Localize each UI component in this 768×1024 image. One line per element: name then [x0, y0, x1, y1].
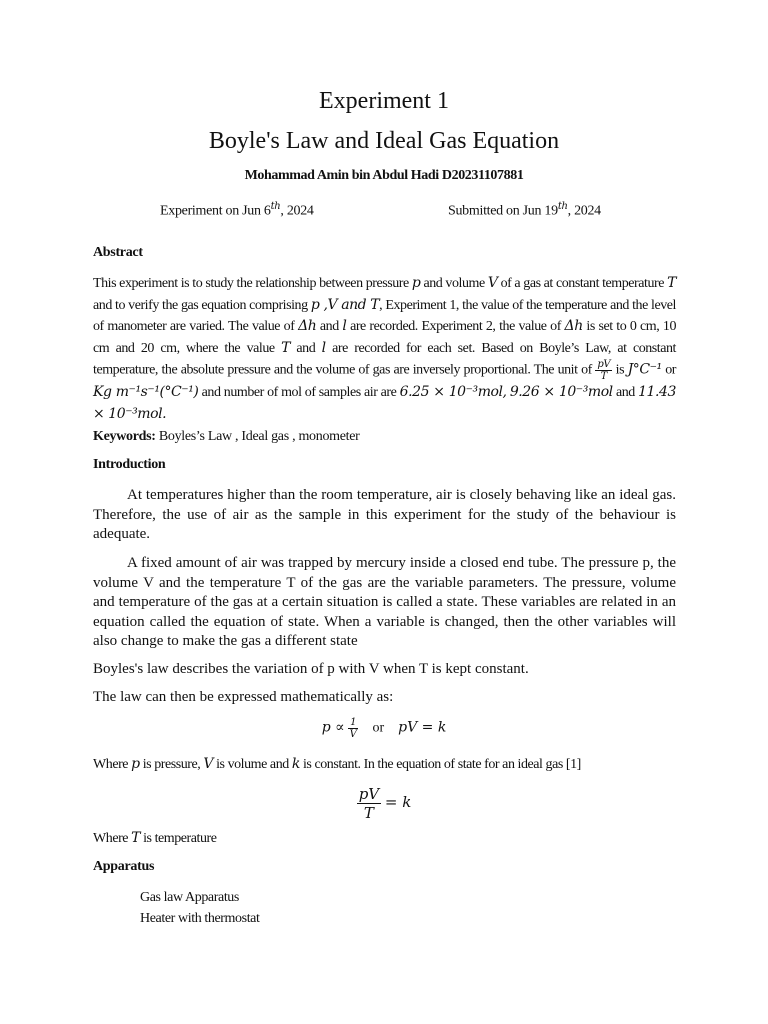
intro-paragraph-3: Boyles's law describes the variation of p with V when T is kept constant.	[93, 661, 529, 677]
experiment-number-title: Experiment 1	[319, 88, 449, 114]
experiment-title: Boyle's Law and Ideal Gas Equation	[208, 128, 560, 154]
abstract-paragraph: This experiment is to study the relationship between pressure p and volume V of a gas at constant temperature T and to verify the gas equation comprising p ,V and T, Experiment 1, the value of the temperature and the level of manometer are varied. The value of Δh and l are recorded. Experiment 2, the value of Δh is set to 0 cm, 10 cm and 20 cm, where the value T and l are recorded for each set. Based on Boyle’s Law, at constant temperature, the absolute pressure and the volume of gas are inversely proportional. The unit of $\frac{pV}{T}$ is J°C⁻¹ or Kg m⁻¹s⁻¹(°C⁻¹) and number of mol of samples air are 6.25 × 10⁻³mol, 9.26 × 10⁻³mol and 11.43 × 10⁻³mol.	[93, 275, 677, 422]
fraction-pv-over-t: $\frac{pV}{T}$	[597, 359, 611, 382]
abstract-heading: Abstract	[93, 245, 143, 260]
list-item: Gas law Apparatus	[140, 890, 239, 905]
author-line: Mohammad Amin bin Abdul Hadi D20231107881	[244, 168, 524, 183]
experiment-date: Experiment on Jun 6th, 2024	[160, 201, 314, 219]
fraction-1-over-v: $\frac{1}{V}$	[349, 717, 357, 740]
fraction-pv-over-t-display: $\frac{pV}{T}$	[358, 785, 380, 822]
intro-paragraph-2: A fixed amount of air was trapped by mercury inside a closed end tube. The pressure p, the volume V and the temperature T of the gas are the variable parameters. The pressure, volume and temperature of the gas at a certain situation is called a state. These variables are related in an equation called the equation of state. When a variable is changed, then the other variables will also change to make the gas a different state	[93, 555, 676, 649]
equation-boyles-law: p ∝ $\frac{1}{V}$ or pV = k	[321, 717, 447, 740]
apparatus-list	[140, 887, 260, 929]
equation-ideal-gas: $\frac{pV}{T}$ = k	[358, 785, 412, 822]
where-definitions-2: Where T is temperature	[93, 830, 217, 846]
intro-paragraph-4: The law can then be expressed mathematically as:	[93, 689, 394, 705]
intro-paragraph-1: At temperatures higher than the room temperature, air is closely behaving like an ideal gas. Therefore, the use of air as the sample in this experiment for the study of the behaviour is adequate.	[93, 487, 676, 542]
apparatus-heading: Apparatus	[93, 859, 155, 874]
keywords-line: Keywords: Boyles’s Law , Ideal gas , monometer	[93, 429, 360, 444]
submitted-date: Submitted on Jun 19th, 2024	[448, 201, 601, 219]
list-item: Heater with thermostat	[140, 911, 260, 926]
introduction-heading: Introduction	[93, 457, 166, 472]
where-definitions-1: Where p is pressure, V is volume and k is constant. In the equation of state for an ideal gas [1]	[93, 756, 581, 772]
